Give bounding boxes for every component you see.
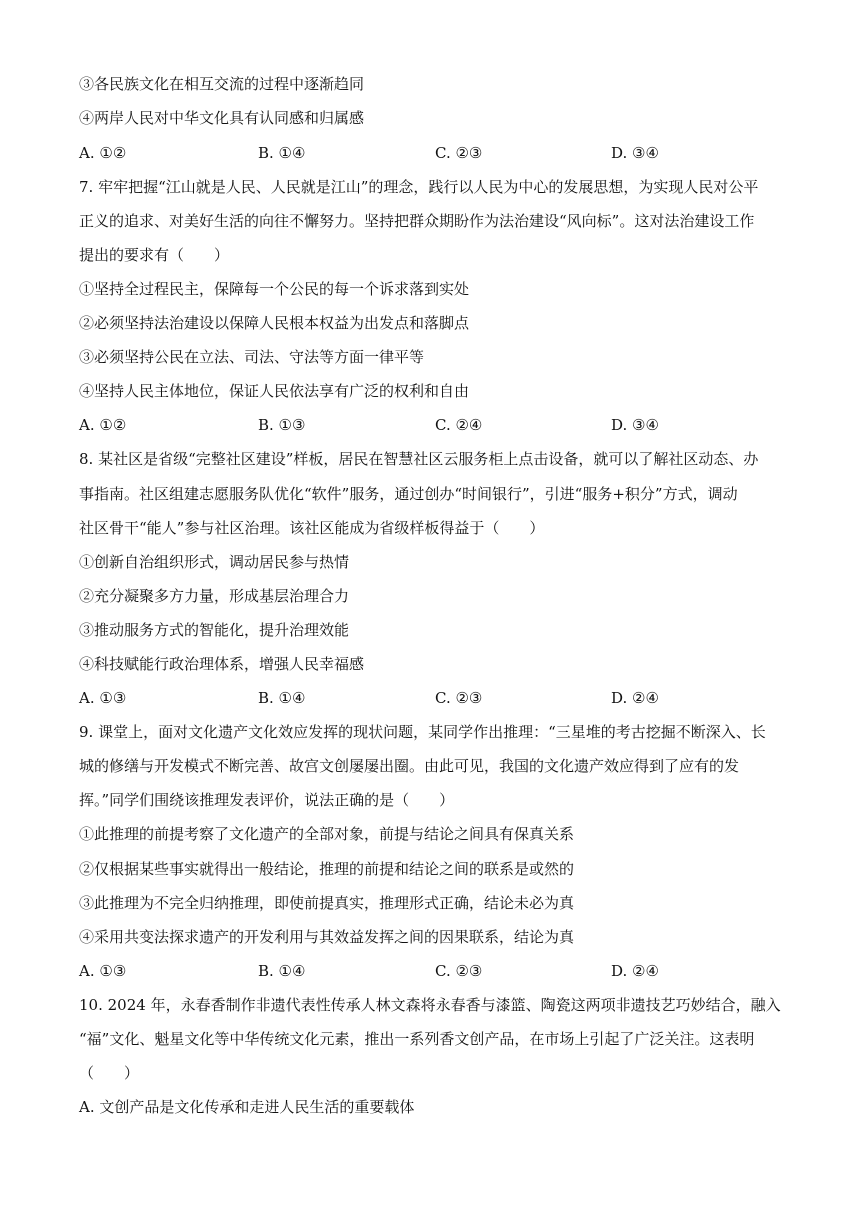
q10-option-a: A. 文创产品是文化传承和走进人民生活的重要载体: [79, 1098, 415, 1116]
q6-option-d: D. ③④: [611, 144, 659, 162]
q8-option-a: A. ①③: [79, 689, 127, 707]
q7-statement-1: ①坚持全过程民主，保障每一个公民的每一个诉求落到实处: [79, 280, 470, 298]
q7-option-b: B. ①③: [258, 416, 306, 434]
q6-statement-3: ③各民族文化在相互交流的过程中逐渐趋同: [79, 75, 365, 93]
q7-options: [79, 414, 799, 436]
q9-option-c: C. ②③: [435, 962, 483, 980]
q10-stem-line-1: 10. 2024 年，永春香制作非遗代表性传承人林文森将永春香与漆篮、陶瓷这两项非遗技艺巧妙结合，融入: [79, 996, 781, 1014]
q6-options: [79, 142, 799, 164]
q8-statement-1: ①创新自治组织形式，调动居民参与热情: [79, 553, 350, 571]
q9-statement-1: ①此推理的前提考察了文化遗产的全部对象，前提与结论之间具有保真关系: [79, 825, 575, 843]
q7-stem-line-3: 提出的要求有（ ）: [79, 246, 230, 264]
q7-stem-line-1: 7. 牢牢把握“江山就是人民、人民就是江山”的理念，践行以人民为中心的发展思想，为实现人民对公平: [79, 178, 759, 196]
q9-statement-2: ②仅根据某些事实就得出一般结论，推理的前提和结论之间的联系是或然的: [79, 860, 575, 878]
q7-option-c: C. ②④: [435, 416, 483, 434]
q9-option-a: A. ①③: [79, 962, 127, 980]
q10-stem-line-2: “福”文化、魁星文化等中华传统文化元素，推出一系列香文创产品，在市场上引起了广泛关注。这表明: [79, 1030, 755, 1048]
q8-stem-line-3: 社区骨干“能人”参与社区治理。该社区能成为省级样板得益于（ ）: [79, 519, 545, 537]
q7-statement-2: ②必须坚持法治建设以保障人民根本权益为出发点和落脚点: [79, 314, 470, 332]
q8-option-b: B. ①④: [258, 689, 306, 707]
q10-stem-line-3: （ ）: [79, 1064, 140, 1082]
q8-statement-4: ④科技赋能行政治理体系，增强人民幸福感: [79, 655, 365, 673]
q7-option-a: A. ①②: [79, 416, 127, 434]
q9-stem-line-1: 9. 课堂上，面对文化遗产文化效应发挥的现状问题，某同学作出推理：“三星堆的考古挖掘不断深入、长: [79, 723, 766, 741]
q6-option-c: C. ②③: [435, 144, 483, 162]
q8-option-d: D. ②④: [611, 689, 659, 707]
q7-stem-line-2: 正义的追求、对美好生活的向往不懈努力。坚持把群众期盼作为法治建设“风向标”。这对法治建设工作: [79, 212, 755, 230]
q8-options: [79, 687, 799, 709]
q9-option-b: B. ①④: [258, 962, 306, 980]
q6-option-b: B. ①④: [258, 144, 306, 162]
q7-statement-3: ③必须坚持公民在立法、司法、守法等方面一律平等: [79, 348, 425, 366]
q9-stem-line-2: 城的修缮与开发模式不断完善、故宫文创屡屡出圈。由此可见，我国的文化遗产效应得到了应有的发: [79, 757, 740, 775]
q7-option-d: D. ③④: [611, 416, 659, 434]
q9-stem-line-3: 挥。”同学们围绕该推理发表评价，说法正确的是（ ）: [79, 791, 455, 809]
q8-statement-3: ③推动服务方式的智能化，提升治理效能: [79, 621, 350, 639]
q9-statement-4: ④采用共变法探求遗产的开发利用与其效益发挥之间的因果联系，结论为真: [79, 928, 575, 946]
q9-statement-3: ③此推理为不完全归纳推理，即使前提真实，推理形式正确，结论未必为真: [79, 894, 575, 912]
q8-stem-line-1: 8. 某社区是省级“完整社区建设”样板，居民在智慧社区云服务柜上点击设备，就可以了解社区动态、办: [79, 450, 759, 468]
q6-statement-4: ④两岸人民对中华文化具有认同感和归属感: [79, 109, 365, 127]
q8-stem-line-2: 事指南。社区组建志愿服务队优化“软件”服务，通过创办“时间银行”，引进“服务+积分”方式，调动: [79, 485, 738, 503]
q9-option-d: D. ②④: [611, 962, 659, 980]
q8-option-c: C. ②③: [435, 689, 483, 707]
q7-statement-4: ④坚持人民主体地位，保证人民依法享有广泛的权利和自由: [79, 382, 470, 400]
q6-option-a: A. ①②: [79, 144, 127, 162]
q8-statement-2: ②充分凝聚多方力量，形成基层治理合力: [79, 587, 350, 605]
q9-options: [79, 960, 799, 982]
